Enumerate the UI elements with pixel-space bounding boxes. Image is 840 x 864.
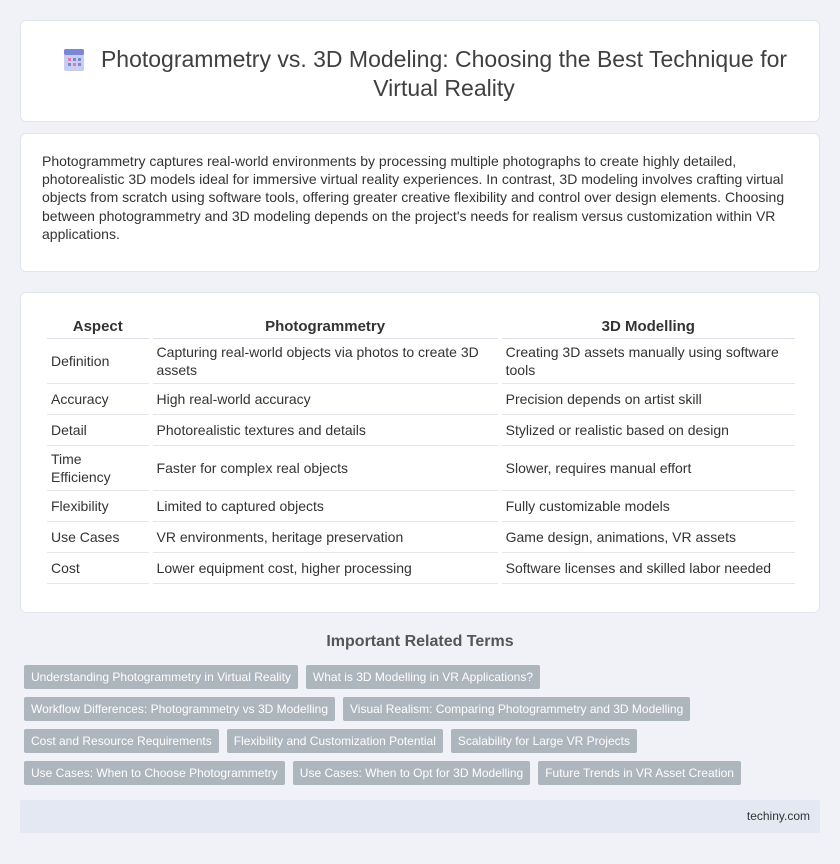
related-term-tag[interactable]: Understanding Photogrammetry in Virtual Reality <box>24 665 298 689</box>
title-container <box>61 45 789 103</box>
table-row <box>47 553 795 584</box>
cell-photogrammetry: Capturing real-world objects via photos to create 3D assets <box>153 339 498 384</box>
table-row <box>47 446 795 491</box>
cell-aspect: Time Efficiency <box>47 446 149 491</box>
cell-photogrammetry: Limited to captured objects <box>153 491 498 522</box>
related-terms-title: Important Related Terms <box>326 633 514 650</box>
summary-paragraph: Photogrammetry captures real-world environments by processing multiple photographs to create highly detailed, photorealistic 3D models ideal for immersive virtual reality experiences. In contrast, 3D modeling involves crafting virtual objects from scratch using software tools, offering greater creative flexibility and control over design elements. Choosing between photogrammetry and 3D modeling depends on the project's needs for realism versus customization within VR applications. <box>42 153 785 242</box>
cell-photogrammetry: Lower equipment cost, higher processing <box>153 553 498 584</box>
table-row <box>47 384 795 415</box>
cell-photogrammetry: Faster for complex real objects <box>153 446 498 491</box>
cell-aspect: Flexibility <box>47 491 149 522</box>
cell-photogrammetry: Photorealistic textures and details <box>153 415 498 446</box>
tag-row <box>24 729 814 753</box>
cell-3d-modelling: Game design, animations, VR assets <box>502 522 795 553</box>
tag-row <box>24 697 814 721</box>
table-row <box>47 522 795 553</box>
related-term-tag[interactable]: Use Cases: When to Choose Photogrammetry <box>24 761 285 785</box>
related-term-tag[interactable]: Future Trends in VR Asset Creation <box>538 761 741 785</box>
tag-row <box>24 761 814 785</box>
tag-row <box>24 665 814 689</box>
header-aspect: Aspect <box>47 313 149 339</box>
cell-photogrammetry: VR environments, heritage preservation <box>153 522 498 553</box>
cell-aspect: Use Cases <box>47 522 149 553</box>
related-term-tag[interactable]: Scalability for Large VR Projects <box>451 729 637 753</box>
related-term-tag[interactable]: Use Cases: When to Opt for 3D Modelling <box>293 761 530 785</box>
related-term-tag[interactable]: What is 3D Modelling in VR Applications? <box>306 665 540 689</box>
cell-3d-modelling: Precision depends on artist skill <box>502 384 795 415</box>
cell-photogrammetry: High real-world accuracy <box>153 384 498 415</box>
cell-aspect: Detail <box>47 415 149 446</box>
table-header-row <box>47 313 795 339</box>
document-icon <box>61 47 87 73</box>
cell-aspect: Cost <box>47 553 149 584</box>
footer <box>20 800 820 833</box>
cell-3d-modelling: Fully customizable models <box>502 491 795 522</box>
table-row <box>47 415 795 446</box>
comparison-card <box>20 292 820 613</box>
cell-3d-modelling: Creating 3D assets manually using software tools <box>502 339 795 384</box>
title-card <box>20 20 820 122</box>
related-term-tag[interactable]: Flexibility and Customization Potential <box>227 729 443 753</box>
related-term-tag[interactable]: Workflow Differences: Photogrammetry vs 3D Modelling <box>24 697 335 721</box>
header-photogrammetry: Photogrammetry <box>153 313 498 339</box>
cell-aspect: Accuracy <box>47 384 149 415</box>
footer-site-link[interactable]: techiny.com <box>746 809 810 823</box>
cell-3d-modelling: Stylized or realistic based on design <box>502 415 795 446</box>
page-title: Photogrammetry vs. 3D Modeling: Choosing the Best Technique for Virtual Reality <box>100 46 788 101</box>
related-term-tag[interactable]: Cost and Resource Requirements <box>24 729 219 753</box>
cell-3d-modelling: Slower, requires manual effort <box>502 446 795 491</box>
header-3d-modelling: 3D Modelling <box>502 313 795 339</box>
cell-aspect: Definition <box>47 339 149 384</box>
summary-card <box>20 133 820 272</box>
cell-3d-modelling: Software licenses and skilled labor needed <box>502 553 795 584</box>
related-terms-list <box>24 665 814 793</box>
comparison-table <box>43 313 799 584</box>
table-row <box>47 491 795 522</box>
related-term-tag[interactable]: Visual Realism: Comparing Photogrammetry and 3D Modelling <box>343 697 690 721</box>
table-row <box>47 339 795 384</box>
